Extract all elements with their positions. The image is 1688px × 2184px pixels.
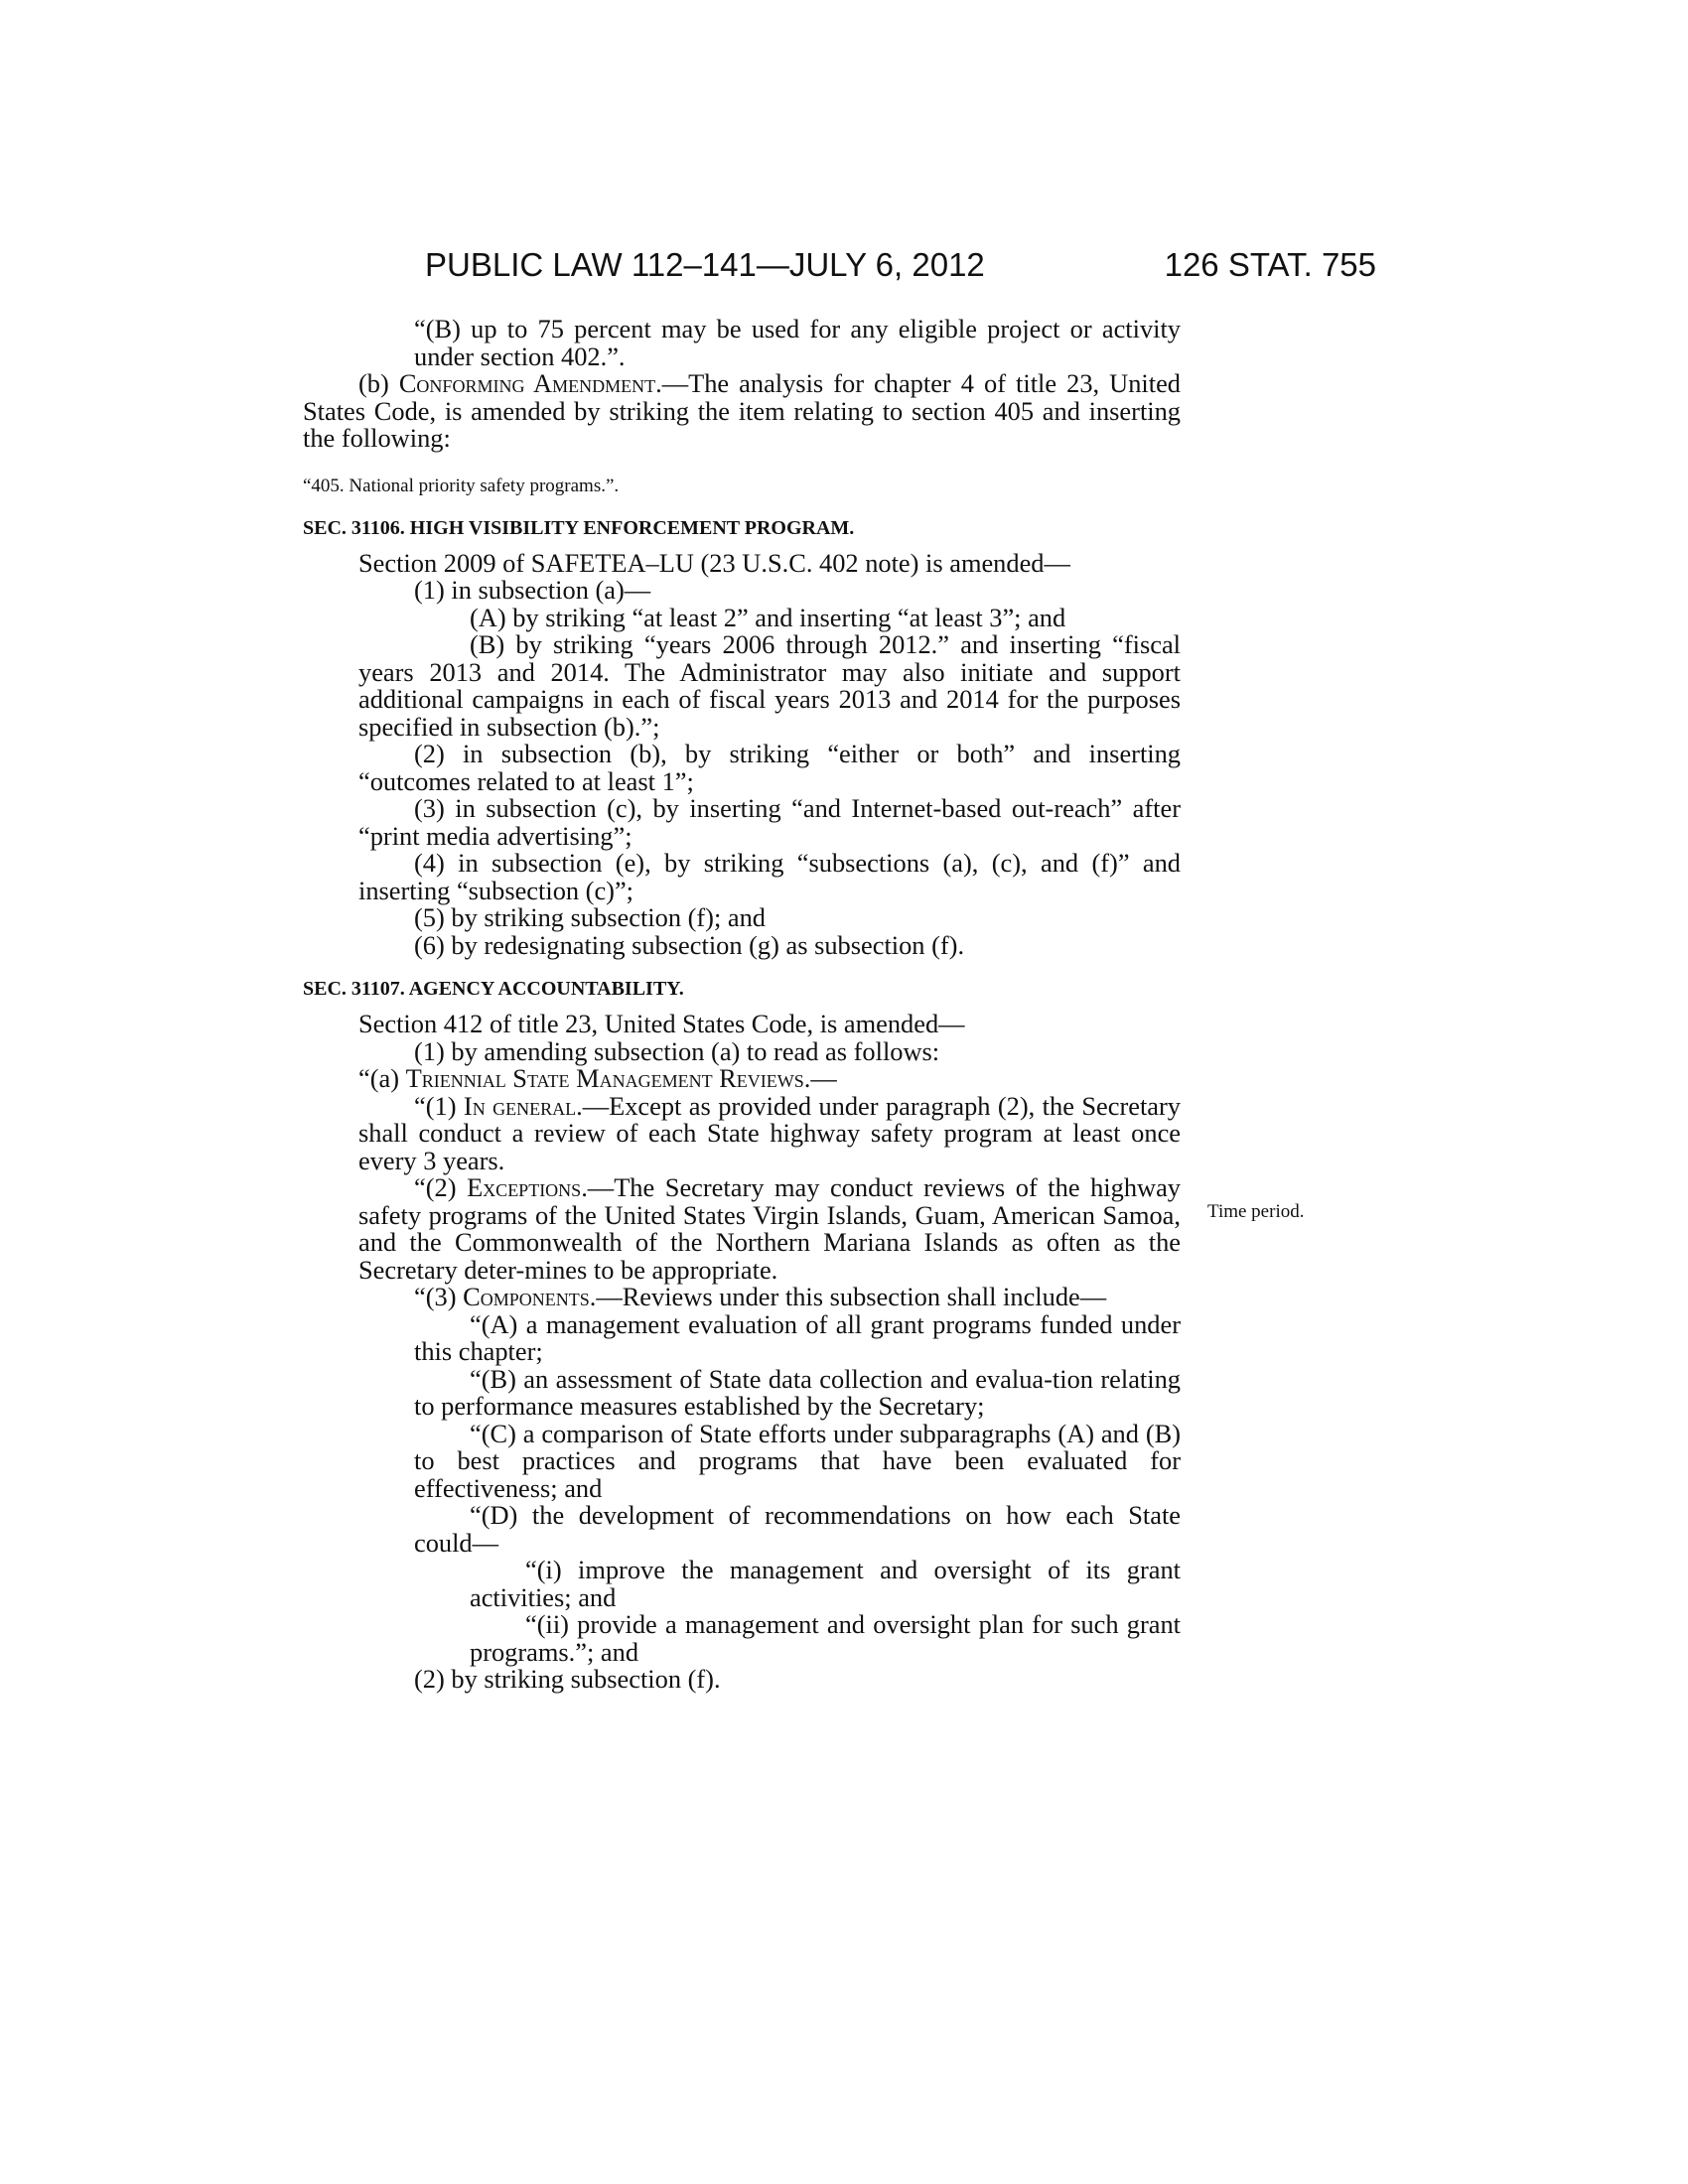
paragraph-label: “(a) xyxy=(358,1063,406,1093)
paragraph xyxy=(303,631,1181,741)
paragraph-text: (2) by striking subsection (f). xyxy=(414,1664,721,1694)
paragraph-text: “(D) the development of recommendations on how each State could— xyxy=(414,1500,1181,1558)
toc-entry: “405. National priority safety programs.”. xyxy=(303,475,620,496)
paragraph-text: “(B) an assessment of State data collection and evalua-tion relating to performance measures established by the Secretary; xyxy=(414,1363,1181,1421)
paragraph xyxy=(303,1611,1181,1666)
paragraph xyxy=(303,1666,1181,1694)
heading-small-caps: Components xyxy=(463,1282,590,1311)
paragraph xyxy=(303,850,1181,904)
heading-small-caps: Conforming Amendment xyxy=(398,368,656,398)
paragraph xyxy=(303,370,1181,453)
paragraph-text: “(A) a management evaluation of all grant programs funded under this chapter; xyxy=(414,1308,1181,1366)
paragraph-text: .— xyxy=(803,1063,837,1093)
paragraph xyxy=(303,795,1181,850)
paragraph xyxy=(303,1090,1181,1175)
paragraph-text: (6) by redesignating subsection (g) as subsection (f). xyxy=(414,929,965,960)
paragraph-text: .—The Secretary may conduct reviews of the highway safety programs of the United States Virgin Islands, Guam, American Samoa, and the Commonwealth of the Northern Mariana Islands as often as the Secretary deter-mines to be appropriate. xyxy=(358,1172,1181,1285)
paragraph-text: (4) in subsection (e), by striking “subsections (a), (c), and (f)” and inserting “subsection (c)”; xyxy=(358,848,1181,905)
paragraph-text: (5) by striking subsection (f); and xyxy=(414,902,767,932)
running-header xyxy=(425,246,1376,290)
paragraph xyxy=(303,602,1181,632)
header-statute-page: 126 STAT. 755 xyxy=(1164,246,1376,283)
paragraph xyxy=(303,1418,1181,1503)
paragraph xyxy=(303,904,1181,932)
paragraph: Section 2009 of SAFETEA–LU (23 U.S.C. 402 note) is amended— xyxy=(358,547,1070,578)
paragraph-text: .—Except as provided under paragraph (2), the Secretary shall conduct a review of each State highway safety program at least once every 3 years. xyxy=(358,1090,1181,1175)
paragraph xyxy=(303,929,1181,960)
paragraph-label: (b) xyxy=(358,368,399,398)
paragraph-label: “(3) xyxy=(414,1282,464,1311)
paragraph-text: “(i) improve the management and oversight of its grant activities; and xyxy=(470,1555,1181,1612)
document-body xyxy=(303,316,1181,1694)
paragraph-text: .—Reviews under this subsection shall include— xyxy=(589,1282,1107,1311)
paragraph xyxy=(303,1557,1181,1611)
paragraph-text: (1) by amending subsection (a) to read as follows: xyxy=(414,1035,940,1066)
paragraph-text: “(C) a comparison of State efforts under subparagraphs (A) and (B) to best practices and programs that have been evaluated for effectiveness; and xyxy=(414,1418,1181,1503)
paragraph-label: “(1) xyxy=(414,1090,464,1121)
paragraph-label: “(2) xyxy=(414,1172,468,1202)
header-public-law: PUBLIC LAW 112–141—JULY 6, 2012 xyxy=(425,246,985,283)
paragraph xyxy=(303,1035,1181,1066)
paragraph-text: (B) by striking “years 2006 through 2012.” and inserting “fiscal years 2013 and 2014. The Administrator may also initiate and support additional campaigns in each of fiscal years 2013 and 2014 for the purposes specified in subsection (b).”; xyxy=(358,629,1181,742)
paragraph xyxy=(303,316,1181,370)
paragraph xyxy=(303,741,1181,795)
paragraph xyxy=(303,577,1181,605)
section-heading: SEC. 31106. HIGH VISIBILITY ENFORCEMENT PROGRAM. xyxy=(303,516,855,539)
paragraph xyxy=(303,1308,1181,1366)
paragraph-text: “(B) up to 75 percent may be used for any eligible project or activity under section 402.”. xyxy=(414,314,1181,371)
paragraph-text: “(ii) provide a management and oversight plan for such grant programs.”; and xyxy=(470,1609,1181,1667)
paragraph: Section 412 of title 23, United States Code, is amended— xyxy=(358,1009,965,1038)
paragraph xyxy=(303,1502,1181,1557)
paragraph xyxy=(303,1065,1181,1093)
paragraph xyxy=(303,1284,1181,1311)
paragraph xyxy=(303,1174,1181,1284)
heading-small-caps: In general xyxy=(463,1090,577,1121)
paragraph-text: (A) by striking “at least 2” and inserting “at least 3”; and xyxy=(470,602,1066,632)
heading-small-caps: Triennial State Management Reviews xyxy=(405,1063,804,1093)
paragraph-text: (2) in subsection (b), by striking “either or both” and inserting “outcomes related to at least 1”; xyxy=(358,739,1181,796)
section-heading: SEC. 31107. AGENCY ACCOUNTABILITY. xyxy=(303,978,684,1000)
paragraph-text: (3) in subsection (c), by inserting “and Internet-based out-reach” after “print media advertising”; xyxy=(358,793,1181,851)
paragraph-text: (1) in subsection (a)— xyxy=(414,575,651,605)
margin-note: Time period. xyxy=(1207,1201,1305,1222)
paragraph xyxy=(303,1363,1181,1421)
heading-small-caps: Exceptions xyxy=(467,1172,582,1202)
paragraph-text: .—The analysis for chapter 4 of title 23, United States Code, is amended by striking the item relating to section 405 and inserting the following: xyxy=(303,368,1181,453)
